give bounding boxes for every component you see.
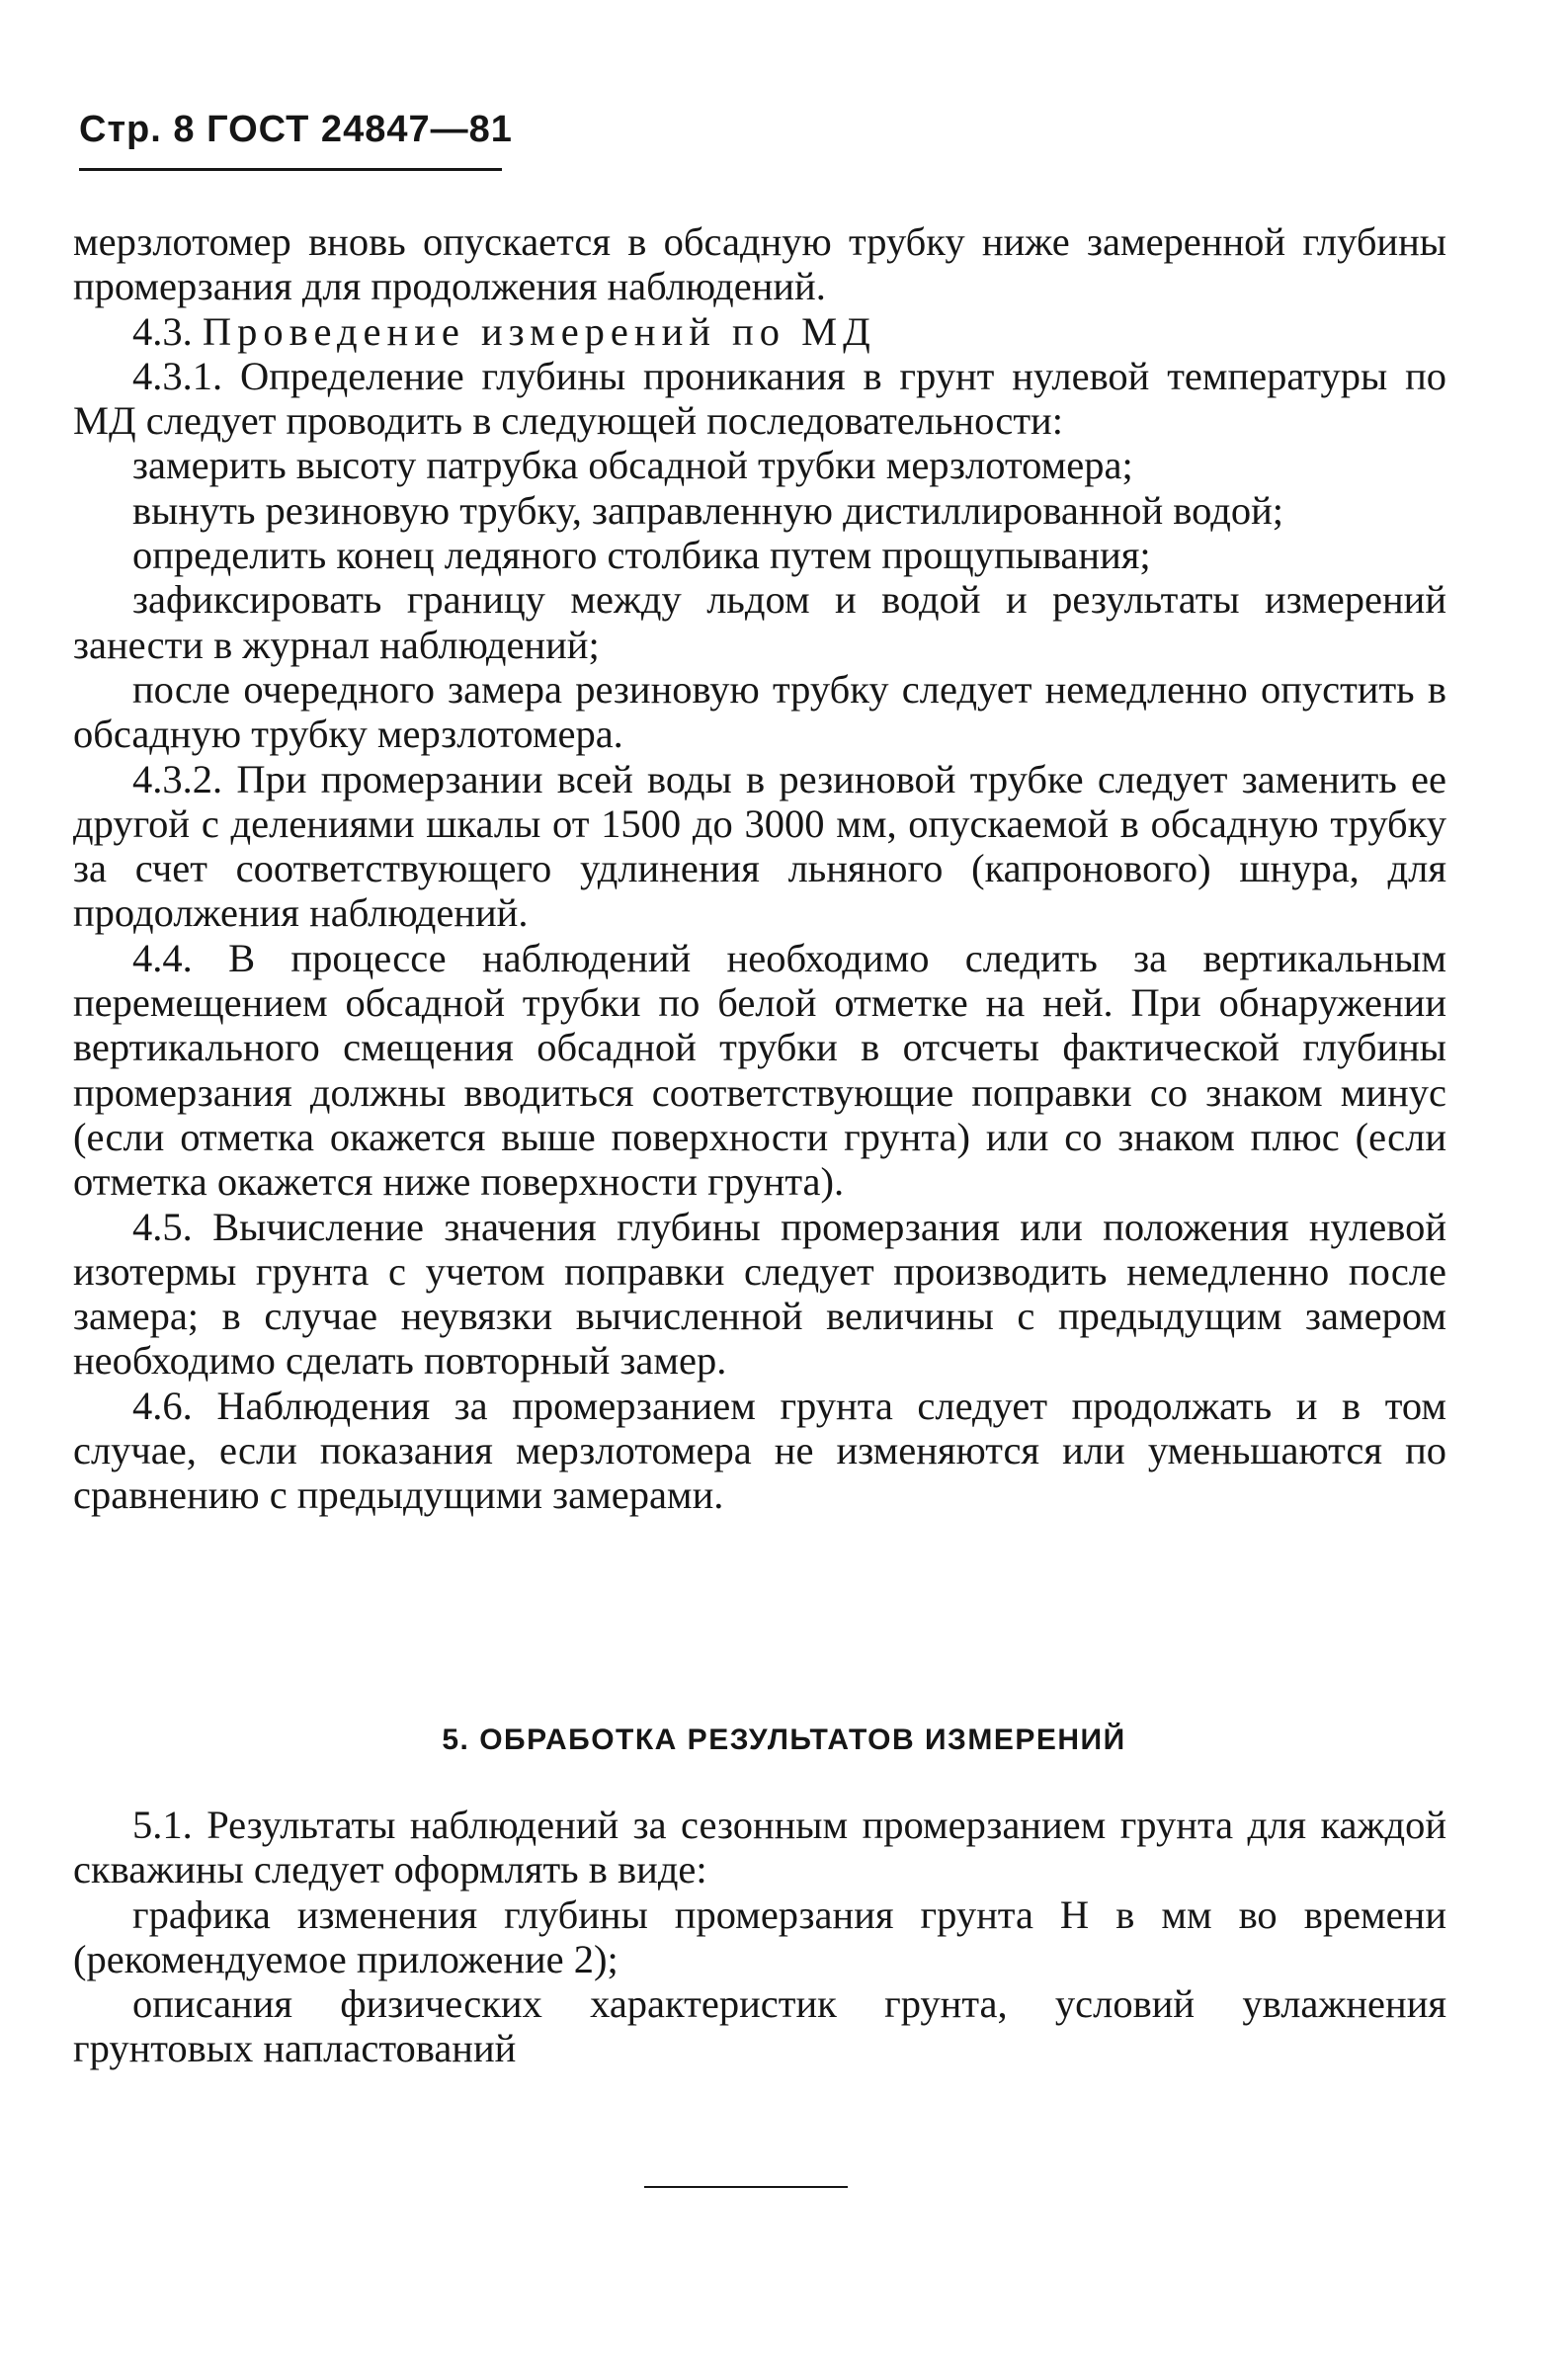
list-item: описания физических характеристик грунта, условий увлажнения грунтовых напластований (73, 1981, 1446, 2071)
list-item: графика изменения глубины промерзания грунта Н в мм во времени (рекомендуемое приложение 2); (73, 1891, 1446, 1981)
clause-4-4: 4.4. В процессе наблюдений необходимо следить за вертикальным перемещением обсадной трубки по белой отметке на ней. При обнаружении вертикального смещения обсадной трубки в отсчеты фактической глубины промерзания должны вводиться соответствующие поправки со знаком минус (если отметка окажется выше поверхности грунта) или со знаком плюс (если отметка окажется ниже поверхности грунта). (73, 935, 1446, 1205)
footer-rule (644, 2186, 848, 2188)
continuation-paragraph: мерзлотомер вновь опускается в обсадную трубку ниже замеренной глубины промерзания для продолжения наблюдений. (73, 219, 1446, 309)
clause-4-3-2: 4.3.2. При промерзании всей воды в резиновой трубке следует заменить ее другой с делениями шкалы от 1500 до 3000 мм, опускаемой в обсадную трубку за счет соответствующего удлинения льняного (капронового) шнура, для продолжения наблюдений. (73, 756, 1446, 936)
section-5-title: 5. ОБРАБОТКА РЕЗУЛЬТАТОВ ИЗМЕРЕНИЙ (442, 1723, 1126, 1756)
step-item: после очередного замера резиновую трубку следует немедленно опустить в обсадную трубку мерзлотомера. (73, 666, 1446, 757)
clause-4-3-title: Проведение измерений по МД (202, 308, 876, 354)
header-rule (79, 168, 502, 171)
section-4-body (73, 219, 1446, 1518)
clause-4-6: 4.6. Наблюдения за промерзанием грунта следует продолжать и в том случае, если показания мерзлотомера не изменяются или уменьшаются по сравнению с предыдущими замерами. (73, 1383, 1446, 1518)
clause-4-3-1: 4.3.1. Определение глубины проникания в грунт нулевой температуры по МД следует проводить в следующей последовательности: (73, 353, 1446, 444)
step-item: зафиксировать границу между льдом и водой и результаты измерений занести в журнал наблюдений; (73, 577, 1446, 667)
clause-4-3-number: 4.3. (132, 308, 193, 354)
page-header: Стр. 8 ГОСТ 24847—81 (79, 109, 513, 150)
clause-4-5: 4.5. Вычисление значения глубины промерзания или положения нулевой изотермы грунта с учетом поправки следует производить немедленно после замера; в случае неувязки вычисленной величины с предыдущим замером необходимо сделать повторный замер. (73, 1204, 1446, 1384)
step-item: вынуть резиновую трубку, заправленную дистиллированной водой; (132, 487, 1284, 533)
clause-5-1: 5.1. Результаты наблюдений за сезонным промерзанием грунта для каждой скважины следует оформлять в виде: (73, 1803, 1446, 1892)
clause-4-3-heading (73, 309, 1446, 354)
step-item: определить конец ледяного столбика путем прощупывания; (132, 533, 1151, 578)
section-5-body (73, 1803, 1446, 2071)
step-item: замерить высоту патрубка обсадной трубки мерзлотомера; (132, 443, 1133, 488)
